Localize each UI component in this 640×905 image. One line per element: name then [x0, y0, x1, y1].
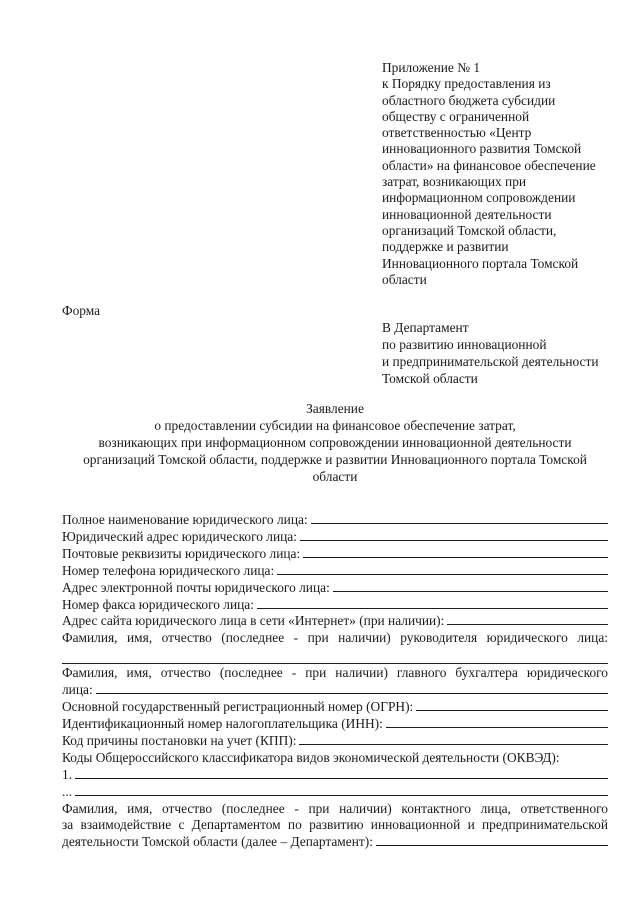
- appendix-line: области: [382, 271, 427, 287]
- title-line: о предоставлении субсидии на финансовое обеспечение затрат,: [154, 418, 516, 433]
- field-inn: [62, 716, 608, 733]
- phone-input-line[interactable]: [277, 563, 608, 575]
- appendix-line: Приложение № 1: [382, 60, 481, 75]
- contact-input-line[interactable]: [376, 834, 608, 846]
- appendix-line: области» на финансовое обеспечение: [382, 157, 596, 173]
- field-label: деятельности Томской области (далее – Департамент):: [62, 834, 373, 850]
- ogrn-input-line[interactable]: [416, 699, 608, 711]
- appendix-line: инновационной деятельности: [382, 206, 552, 222]
- okved-item-input-line[interactable]: [75, 767, 608, 779]
- field-okved-item: [62, 767, 608, 784]
- addressee-line: по развитию инновационной: [382, 337, 547, 352]
- director-input-line[interactable]: [62, 647, 608, 664]
- okved-item-number: 1.: [62, 766, 73, 782]
- full-name-input-line[interactable]: [311, 512, 608, 524]
- appendix-line: поддержке и развитии: [382, 239, 509, 255]
- appendix-line: инновационного развития Томской: [382, 141, 582, 157]
- title-heading: Заявление: [306, 401, 364, 416]
- field-ogrn: [62, 699, 608, 716]
- appendix-line: Инновационного портала Томской: [382, 255, 579, 271]
- field-full-name: [62, 512, 608, 529]
- field-label: Почтовые реквизиты юридического лица:: [62, 545, 301, 561]
- kpp-input-line[interactable]: [299, 733, 608, 745]
- appendix-line: обществу с ограниченной: [382, 108, 530, 124]
- field-okved-more: [62, 784, 608, 801]
- form-fields: [62, 512, 608, 851]
- addressee-block: [382, 319, 627, 387]
- appendix-line: затрат, возникающих при: [382, 174, 527, 190]
- accountant-input-line[interactable]: [96, 682, 608, 694]
- postal-input-line[interactable]: [303, 546, 608, 558]
- okved-more-input-line[interactable]: [75, 784, 608, 796]
- email-input-line[interactable]: [333, 580, 608, 592]
- field-contact-label: за взаимодействие с Департаментом по развитию инновационной и предпринимательской: [62, 817, 608, 833]
- appendix-header: [382, 60, 622, 288]
- field-label: Полное наименование юридического лица:: [62, 512, 308, 527]
- title-line: организаций Томской области, поддержке и развитии Инновационного портала Томской: [83, 452, 587, 467]
- inn-input-line[interactable]: [386, 716, 608, 728]
- field-label: Адрес сайта юридического лица в сети «Интернет» (при наличии):: [62, 613, 445, 629]
- appendix-line: к Порядку предоставления из: [382, 76, 551, 92]
- appendix-line: ответственностью «Центр: [382, 125, 532, 141]
- website-input-line[interactable]: [447, 613, 608, 625]
- field-postal: [62, 546, 608, 563]
- fax-input-line[interactable]: [257, 597, 608, 609]
- addressee-line: и предпринимательской деятельности: [382, 354, 599, 369]
- field-phone: [62, 563, 608, 580]
- field-contact-label: Фамилия, имя, отчество (последнее - при наличии) контактного лица, ответственного: [62, 800, 608, 816]
- field-legal-address: [62, 529, 608, 546]
- field-label: Номер телефона юридического лица:: [62, 562, 275, 578]
- field-label: лица:: [62, 682, 93, 698]
- okved-more-marker: ...: [62, 783, 73, 799]
- field-label: Юридический адрес юридического лица:: [62, 528, 297, 544]
- field-label: Основной государственный регистрационный номер (ОГРН):: [62, 699, 414, 715]
- title-line: возникающих при информационном сопровождении инновационной деятельности: [98, 435, 572, 450]
- field-label: Идентификационный номер налогоплательщика (ИНН):: [62, 715, 383, 731]
- field-contact: [62, 834, 608, 851]
- legal-address-input-line[interactable]: [300, 529, 608, 541]
- field-fax: [62, 597, 608, 614]
- appendix-line: областного бюджета субсидии: [382, 92, 556, 108]
- field-director-label: Фамилия, имя, отчество (последнее - при наличии) руководителя юридического лица:: [62, 630, 608, 646]
- field-accountant-label: Фамилия, имя, отчество (последнее - при наличии) главного бухгалтера юридического: [62, 665, 608, 681]
- addressee-line: В Департамент: [382, 320, 469, 335]
- application-title: [40, 400, 630, 485]
- title-line: области: [312, 469, 358, 484]
- appendix-line: организаций Томской области,: [382, 222, 557, 238]
- field-kpp: [62, 733, 608, 750]
- field-website: [62, 613, 608, 630]
- field-email: [62, 580, 608, 597]
- form-label: Форма: [62, 303, 101, 318]
- field-okved-label: Коды Общероссийского классификатора видов экономической деятельности (ОКВЭД):: [62, 749, 560, 765]
- field-label: Адрес электронной почты юридического лица:: [62, 579, 330, 595]
- addressee-line: Томской области: [382, 371, 478, 386]
- appendix-line: информационном сопровождении: [382, 190, 576, 206]
- field-label: Код причины постановки на учет (КПП):: [62, 732, 297, 748]
- field-label: Номер факса юридического лица:: [62, 596, 254, 612]
- field-accountant: [62, 682, 608, 699]
